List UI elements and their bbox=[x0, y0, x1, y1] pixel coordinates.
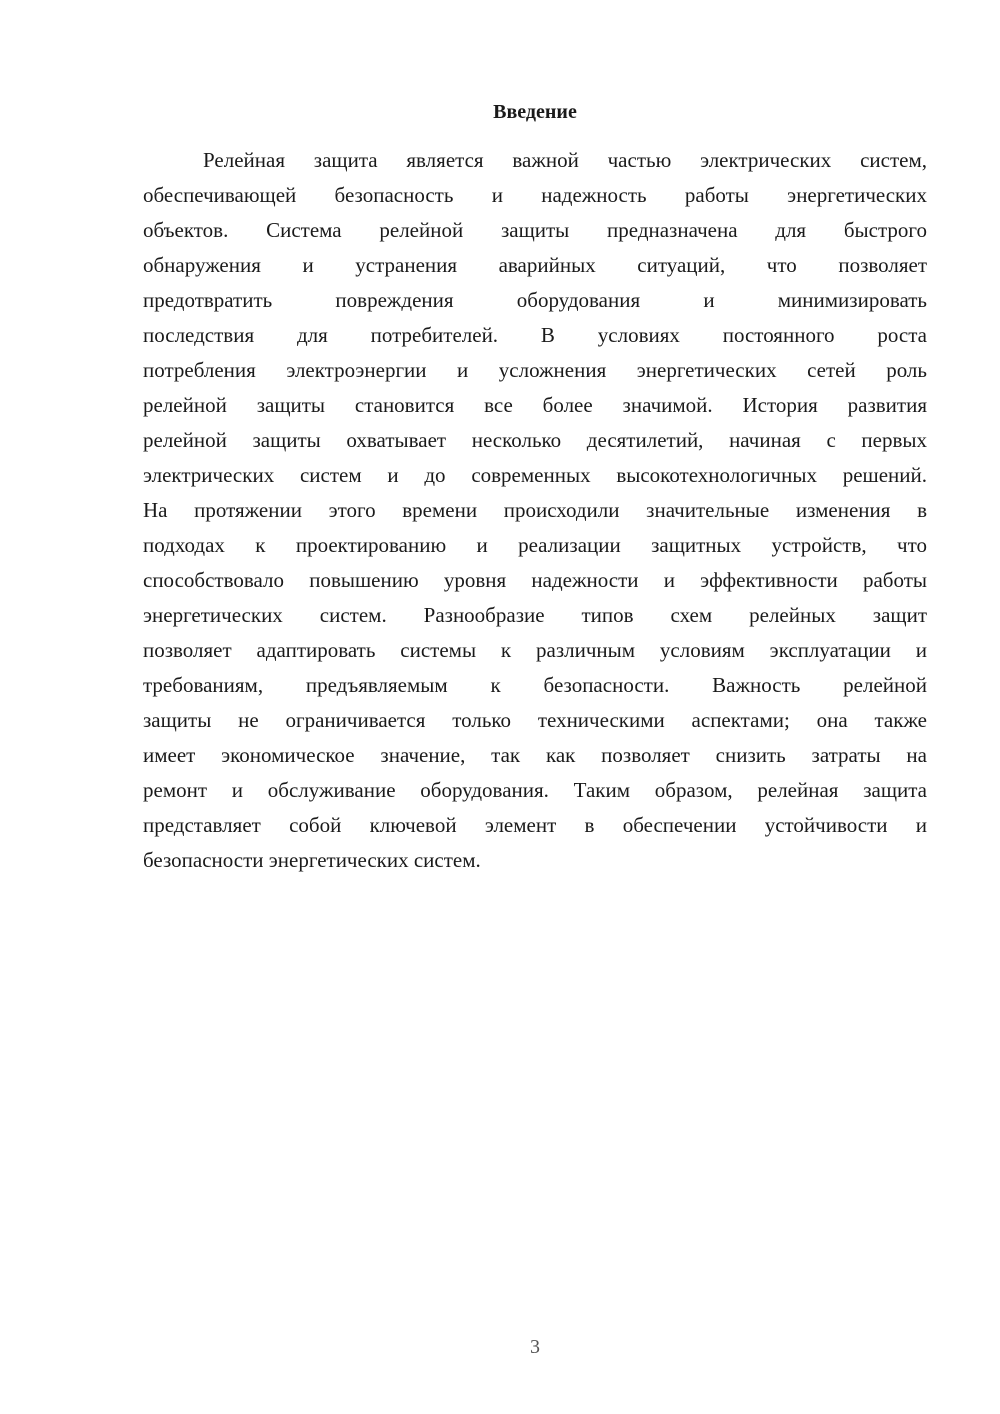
paragraph-line: электрических систем и до современных высокотехнологичных решений. bbox=[143, 463, 927, 487]
paragraph-line: представляет собой ключевой элемент в обеспечении устойчивости и bbox=[143, 813, 927, 837]
paragraph-line: позволяет адаптировать системы к различным условиям эксплуатации и bbox=[143, 638, 927, 662]
paragraph-line: подходах к проектированию и реализации защитных устройств, что bbox=[143, 533, 927, 557]
section-title: Введение bbox=[493, 101, 577, 123]
paragraph-line: энергетических систем. Разнообразие типов схем релейных защит bbox=[143, 603, 927, 627]
paragraph-line: релейной защиты охватывает несколько десятилетий, начиная с первых bbox=[143, 428, 927, 452]
paragraph-line: обеспечивающей безопасность и надежность работы энергетических bbox=[143, 183, 927, 207]
paragraph-line: защиты не ограничивается только техническими аспектами; она также bbox=[143, 708, 927, 732]
paragraph-line: обнаружения и устранения аварийных ситуаций, что позволяет bbox=[143, 253, 927, 277]
page-number: 3 bbox=[530, 1336, 540, 1358]
paragraph-line: предотвратить повреждения оборудования и минимизировать bbox=[143, 288, 927, 312]
paragraph-line: потребления электроэнергии и усложнения энергетических сетей роль bbox=[143, 358, 927, 382]
paragraph-line: имеет экономическое значение, так как позволяет снизить затраты на bbox=[143, 743, 927, 767]
paragraph-line: объектов. Система релейной защиты предназначена для быстрого bbox=[143, 218, 927, 242]
paragraph-line: последствия для потребителей. В условиях постоянного роста bbox=[143, 323, 927, 347]
paragraph-line: ремонт и обслуживание оборудования. Таким образом, релейная защита bbox=[143, 778, 927, 802]
paragraph-line: способствовало повышению уровня надежности и эффективности работы bbox=[143, 568, 927, 592]
paragraph-line: На протяжении этого времени происходили значительные изменения в bbox=[143, 498, 927, 522]
paragraph-line: релейной защиты становится все более значимой. История развития bbox=[143, 393, 927, 417]
paragraph-line: Релейная защита является важной частью электрических систем, bbox=[203, 148, 927, 172]
paragraph-line: требованиям, предъявляемым к безопасности. Важность релейной bbox=[143, 673, 927, 697]
body-paragraph bbox=[143, 143, 927, 878]
paragraph-line: безопасности энергетических систем. bbox=[143, 848, 481, 872]
